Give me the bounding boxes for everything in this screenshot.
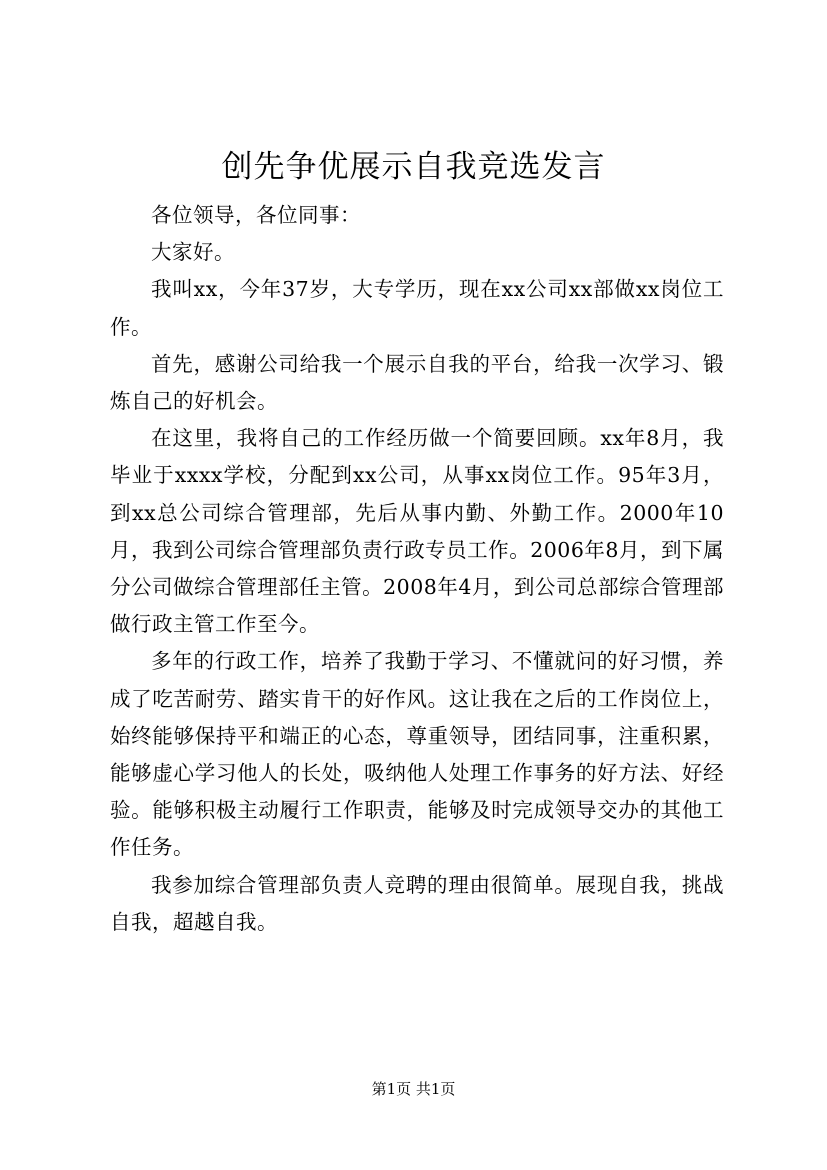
- paragraph-introduction: 我叫xx，今年37岁，大专学历，现在xx公司xx部做xx岗位工作。: [110, 277, 724, 339]
- paragraph-salutation: 各位领导，各位同事：: [151, 203, 361, 227]
- paragraph-experience: 多年的行政工作，培养了我勤于学习、不懂就问的好习惯，养成了吃苦耐劳、踏实肯干的好作风。这让我在之后的工作岗位上，始终能够保持平和端正的心态，尊重领导，团结同事，注重积累，能够虚心学习他人的长处，吸纳他人处理工作事务的好方法、好经验。能够积极主动履行工作职责，能够及时完成领导交办的其他工作任务。: [110, 649, 724, 860]
- page-number-label: 第1页 共1页: [371, 1080, 456, 1098]
- paragraph-greeting: 大家好。: [151, 240, 235, 265]
- paragraph-thanks: 首先，感谢公司给我一个展示自我的平台，给我一次学习、锻炼自己的好机会。: [110, 351, 724, 414]
- document-title: 创先争优展示自我竞选发言: [221, 149, 606, 185]
- paragraph-reason: 我参加综合管理部负责人竞聘的理由很简单。展现自我，挑战自我，超越自我。: [110, 872, 724, 934]
- page-footer: [0, 1079, 827, 1099]
- paragraph-work-history: 在这里，我将自己的工作经历做一个简要回顾。xx年8月，我毕业于xxxx学校，分配到xx公司，从事xx岗位工作。95年3月，到xx总公司综合管理部，先后从事内勤、外勤工作。2000年10月，我到公司综合管理部负责行政专员工作。2006年8月，到下属分公司做综合管理部任主管。2008年4月，到公司总部综合管理部做行政主管工作至今。: [110, 426, 724, 637]
- document-body: [110, 197, 724, 941]
